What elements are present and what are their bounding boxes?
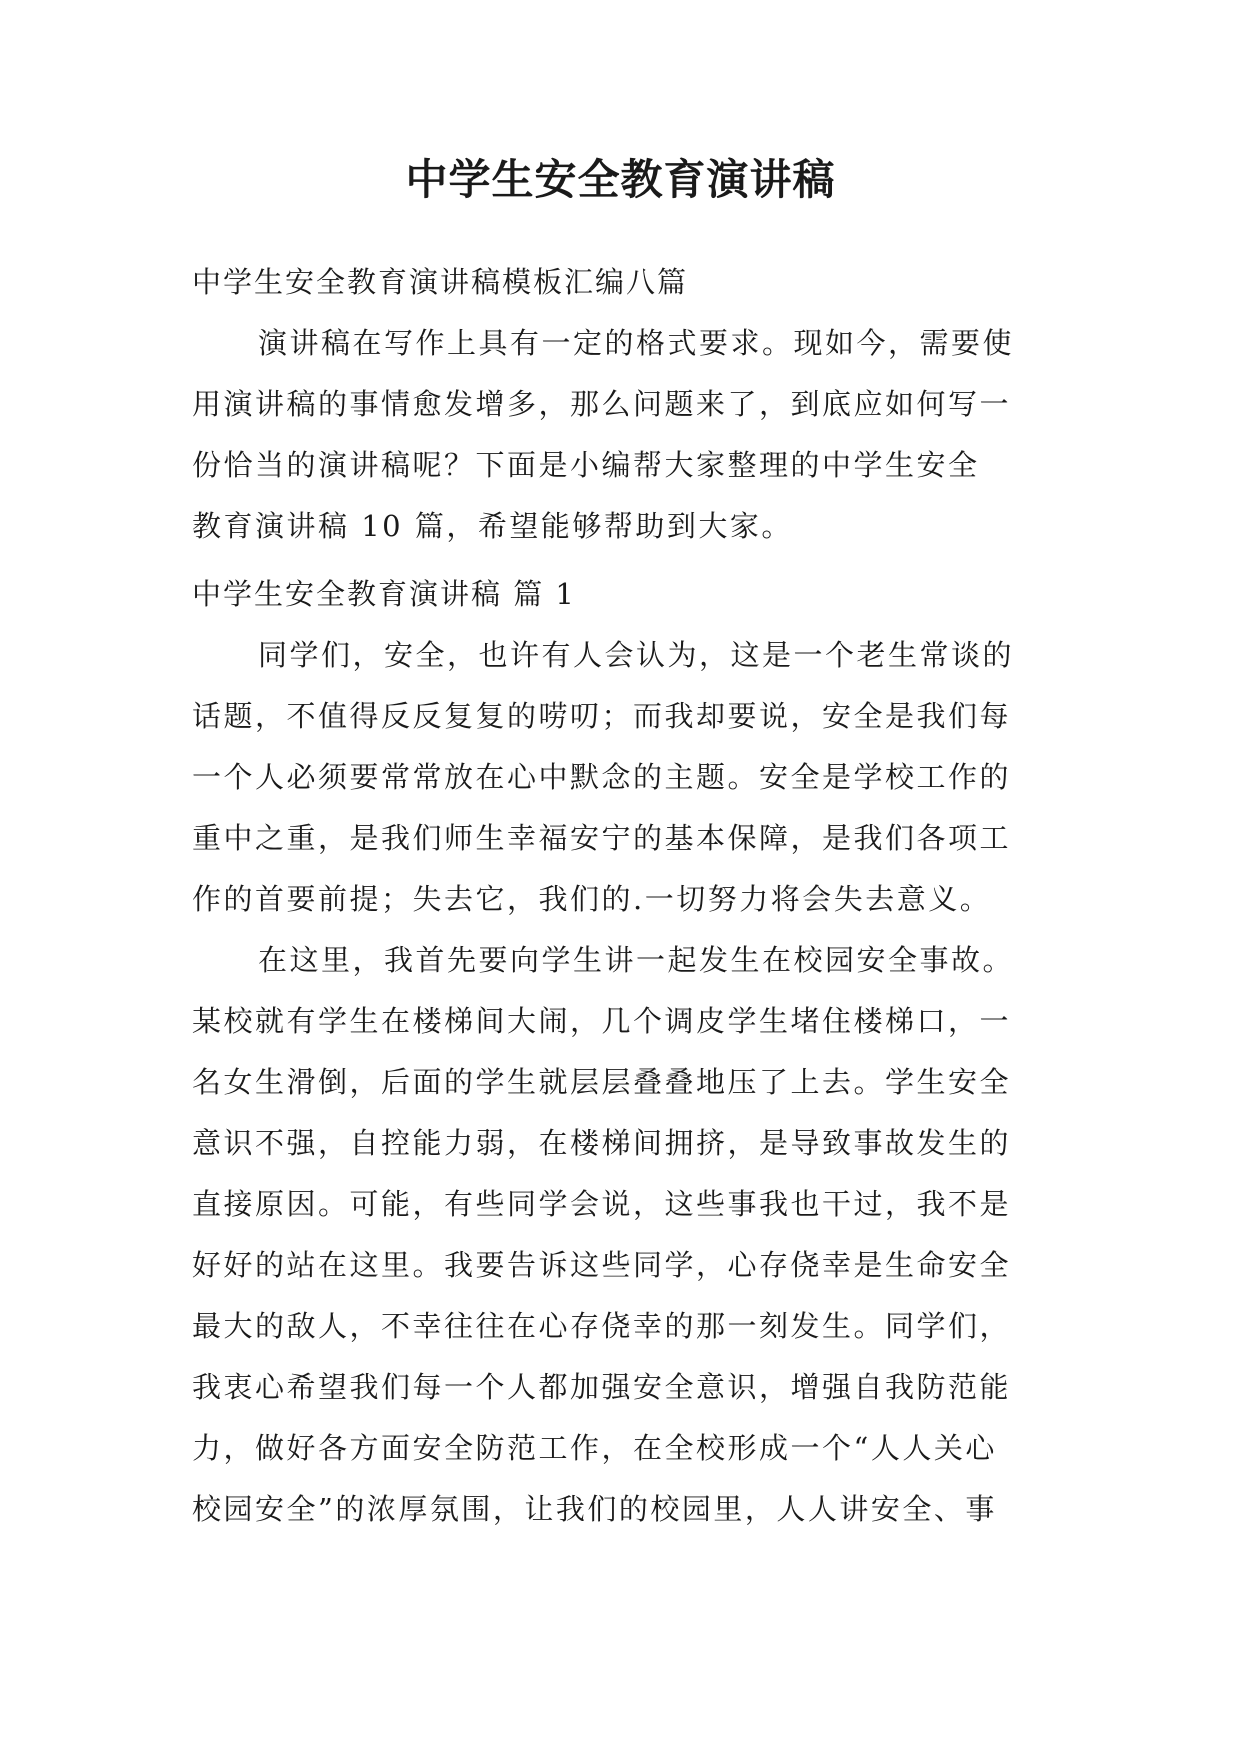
intro-block	[192, 252, 1062, 557]
paragraph-line: 话题，不值得反反复复的唠叨；而我却要说，安全是我们每	[192, 699, 1012, 733]
paragraph-line: 直接原因。可能，有些同学会说，这些事我也干过，我不是	[192, 1187, 1012, 1221]
intro-line: 教育演讲稿 10 篇，希望能够帮助到大家。	[192, 509, 793, 543]
paragraph-line: 同学们，安全，也许有人会认为，这是一个老生常谈的	[258, 638, 1015, 672]
intro-heading: 中学生安全教育演讲稿模板汇编八篇	[192, 265, 689, 299]
paragraph-line: 在这里，我首先要向学生讲一起发生在校园安全事故。	[258, 943, 1015, 977]
paragraph-line: 重中之重，是我们师生幸福安宁的基本保障，是我们各项工	[192, 821, 1012, 855]
paragraph-line: 某校就有学生在楼梯间大闹，几个调皮学生堵住楼梯口，一	[192, 1004, 1012, 1038]
paragraph-line: 力，做好各方面安全防范工作，在全校形成一个“人人关心	[192, 1431, 997, 1465]
paragraph-line: 名女生滑倒，后面的学生就层层叠叠地压了上去。学生安全	[192, 1065, 1012, 1099]
section-1-block	[192, 564, 1062, 1540]
intro-line: 用演讲稿的事情愈发增多，那么问题来了，到底应如何写一	[192, 387, 1012, 421]
document-title: 中学生安全教育演讲稿	[405, 155, 836, 204]
intro-line: 份恰当的演讲稿呢？下面是小编帮大家整理的中学生安全	[192, 448, 980, 482]
paragraph-line: 最大的敌人，不幸往往在心存侥幸的那一刻发生。同学们，	[192, 1309, 1012, 1343]
paragraph-line: 意识不强，自控能力弱，在楼梯间拥挤，是导致事故发生的	[192, 1126, 1012, 1160]
paragraph-line: 一个人必须要常常放在心中默念的主题。安全是学校工作的	[192, 760, 1012, 794]
paragraph-line: 我衷心希望我们每一个人都加强安全意识，增强自我防范能	[192, 1370, 1012, 1404]
paragraph-line: 作的首要前提；失去它，我们的.一切努力将会失去意义。	[192, 882, 992, 916]
intro-line: 演讲稿在写作上具有一定的格式要求。现如今，需要使	[258, 326, 1015, 360]
paragraph-line: 好好的站在这里。我要告诉这些同学，心存侥幸是生命安全	[192, 1248, 1012, 1282]
paragraph-line: 校园安全”的浓厚氛围，让我们的校园里，人人讲安全、事	[192, 1492, 997, 1526]
section-1-heading: 中学生安全教育演讲稿 篇 1	[192, 577, 576, 611]
